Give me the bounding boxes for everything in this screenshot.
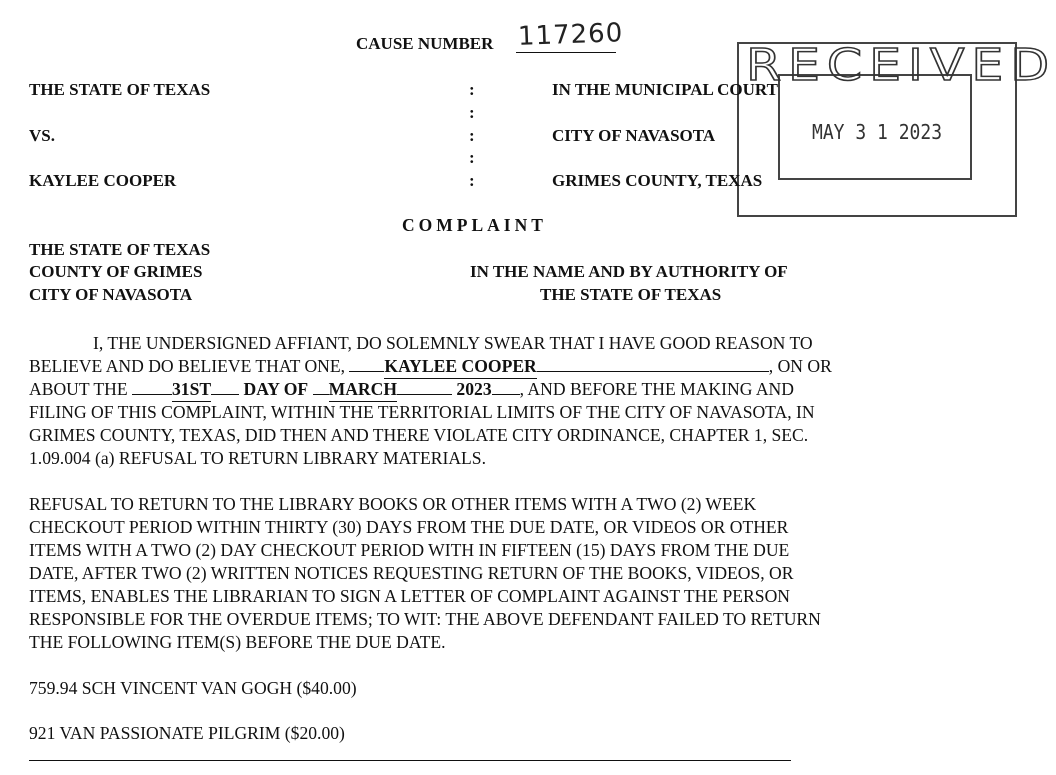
- ordinance-line: THE FOLLOWING ITEM(S) BEFORE THE DUE DATE.: [29, 632, 446, 652]
- venue-right-1: IN THE NAME AND BY AUTHORITY OF: [470, 262, 788, 281]
- caption-colon: :: [469, 80, 475, 99]
- caption-left-3: KAYLEE COOPER: [29, 171, 177, 190]
- affidavit-text: , ON OR: [768, 356, 832, 376]
- caption-left-2: VS.: [29, 126, 55, 145]
- ordinance-line: ITEMS WITH A TWO (2) DAY CHECKOUT PERIOD WITH IN FIFTEEN (15) DAYS FROM THE DUE: [29, 540, 790, 560]
- received-stamp-word: RECEIVED: [746, 40, 1056, 91]
- caption-colon: :: [469, 126, 475, 145]
- fill-blank: [349, 371, 384, 372]
- caption-colon: :: [469, 148, 475, 167]
- caption-right-3: GRIMES COUNTY, TEXAS: [552, 171, 763, 190]
- affidavit-line-1: I, THE UNDERSIGNED AFFIANT, DO SOLEMNLY SWEAR THAT I HAVE GOOD REASON TO: [93, 333, 813, 353]
- caption-left-1: THE STATE OF TEXAS: [29, 80, 211, 99]
- fill-blank: [313, 394, 329, 395]
- defendant-name: KAYLEE COOPER: [384, 355, 536, 379]
- offense-year: 2023: [456, 379, 492, 399]
- fill-blank: [132, 394, 172, 395]
- caption-colon: :: [469, 171, 475, 190]
- ordinance-line: ITEMS, ENABLES THE LIBRARIAN TO SIGN A LETTER OF COMPLAINT AGAINST THE PERSON: [29, 586, 790, 606]
- overdue-item: 921 VAN PASSIONATE PILGRIM ($20.00): [29, 723, 345, 743]
- fill-blank: [397, 394, 452, 395]
- ordinance-line: DATE, AFTER TWO (2) WRITTEN NOTICES REQUESTING RETURN OF THE BOOKS, VIDEOS, OR: [29, 563, 794, 583]
- day-of-label: DAY OF: [243, 379, 309, 399]
- offense-month: MARCH: [329, 378, 397, 402]
- overdue-item: 759.94 SCH VINCENT VAN GOGH ($40.00): [29, 678, 357, 698]
- venue-right-2: THE STATE OF TEXAS: [540, 285, 722, 304]
- affidavit-text: ABOUT THE: [29, 379, 128, 399]
- ordinance-line: REFUSAL TO RETURN TO THE LIBRARY BOOKS OR OTHER ITEMS WITH A TWO (2) WEEK: [29, 494, 757, 514]
- cause-number-handwritten: 117260: [517, 18, 624, 52]
- cause-number-label: CAUSE NUMBER: [356, 34, 494, 53]
- affidavit-text: , AND BEFORE THE MAKING AND: [519, 379, 794, 399]
- caption-colon: :: [469, 103, 475, 122]
- offense-day: 31ST: [172, 378, 211, 402]
- bottom-rule: [29, 760, 791, 761]
- caption-right-2: CITY OF NAVASOTA: [552, 126, 716, 145]
- received-stamp-date: MAY 3 1 2023: [812, 120, 943, 144]
- ordinance-line: CHECKOUT PERIOD WITHIN THIRTY (30) DAYS FROM THE DUE DATE, OR VIDEOS OR OTHER: [29, 517, 789, 537]
- venue-left-2: COUNTY OF GRIMES: [29, 262, 203, 281]
- caption-right-1: IN THE MUNICIPAL COURT: [552, 80, 778, 99]
- venue-left-3: CITY OF NAVASOTA: [29, 285, 193, 304]
- affidavit-line-3: [29, 378, 794, 402]
- ordinance-line: RESPONSIBLE FOR THE OVERDUE ITEMS; TO WIT: THE ABOVE DEFENDANT FAILED TO RETURN: [29, 609, 821, 629]
- affidavit-text: BELIEVE AND DO BELIEVE THAT ONE,: [29, 356, 345, 376]
- venue-left-1: THE STATE OF TEXAS: [29, 240, 211, 259]
- complaint-title: COMPLAINT: [402, 215, 547, 235]
- affidavit-line-5: GRIMES COUNTY, TEXAS, DID THEN AND THERE VIOLATE CITY ORDINANCE, CHAPTER 1, SEC.: [29, 425, 809, 445]
- affidavit-line-2: [29, 355, 832, 379]
- affidavit-line-4: FILING OF THIS COMPLAINT, WITHIN THE TERRITORIAL LIMITS OF THE CITY OF NAVASOTA, IN: [29, 402, 815, 422]
- fill-blank: [211, 394, 239, 395]
- cause-number-underline: [516, 52, 616, 53]
- fill-blank: [492, 394, 520, 395]
- affidavit-line-6: 1.09.004 (a) REFUSAL TO RETURN LIBRARY MATERIALS.: [29, 448, 486, 468]
- fill-blank: [537, 371, 769, 372]
